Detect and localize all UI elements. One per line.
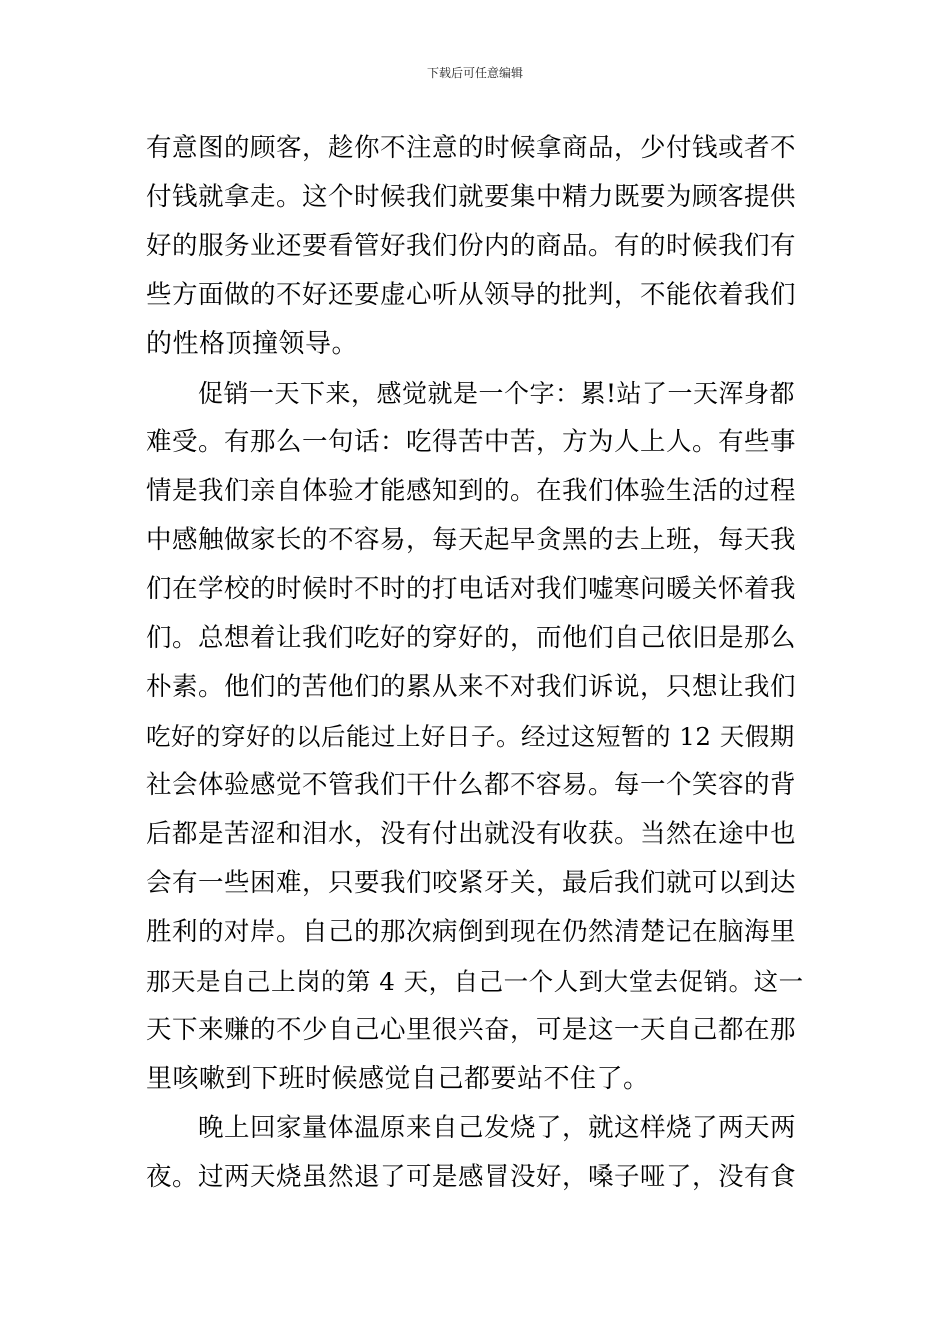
text-line: 些方面做的不好还要虚心听从领导的批判，不能依着我们 xyxy=(146,280,797,310)
text-line: 们。总想着让我们吃好的穿好的，而他们自己依旧是那么 xyxy=(146,623,797,653)
page-header-note: 下载后可任意编辑 xyxy=(426,66,523,80)
text-line: 好的服务业还要看管好我们份内的商品。有的时候我们有 xyxy=(146,231,797,261)
text-line: 晚上回家量体温原来自己发烧了，就这样烧了两天两 xyxy=(198,1113,797,1143)
text-line: 社会体验感觉不管我们干什么都不容易。每一个笑容的背 xyxy=(146,770,797,800)
text-line: 们在学校的时候时不时的打电话对我们嘘寒问暖关怀着我 xyxy=(146,574,797,604)
text-line: 胜利的对岸。自己的那次病倒到现在仍然清楚记在脑海里 xyxy=(146,917,797,947)
text-line: 付钱就拿走。这个时候我们就要集中精力既要为顾客提供 xyxy=(146,182,797,212)
text-line: 的性格顶撞领导。 xyxy=(146,329,359,359)
text-line: 情是我们亲自体验才能感知到的。在我们体验生活的过程 xyxy=(146,476,797,506)
text-line: 里咳嗽到下班时候感觉自己都要站不住了。 xyxy=(146,1064,650,1094)
text-line: 那天是自己上岗的第 4 天，自己一个人到大堂去促销。这一 xyxy=(146,967,804,996)
text-line: 难受。有那么一句话：吃得苦中苦，方为人上人。有些事 xyxy=(146,427,797,457)
document-body xyxy=(146,124,806,1202)
text-line: 夜。过两天烧虽然退了可是感冒没好，嗓子哑了，没有食 xyxy=(146,1162,797,1192)
text-line: 中感触做家长的不容易，每天起早贪黑的去上班，每天我 xyxy=(146,525,797,555)
text-line: 朴素。他们的苦他们的累从来不对我们诉说，只想让我们 xyxy=(146,672,797,702)
text-line: 后都是苦涩和泪水，没有付出就没有收获。当然在途中也 xyxy=(146,819,797,849)
text-line: 有意图的顾客，趁你不注意的时候拿商品，少付钱或者不 xyxy=(146,133,797,163)
text-line: 促销一天下来，感觉就是一个字：累!站了一天浑身都 xyxy=(198,379,796,408)
text-line: 天下来赚的不少自己心里很兴奋，可是这一天自己都在那 xyxy=(146,1015,797,1045)
text-line: 会有一些困难，只要我们咬紧牙关，最后我们就可以到达 xyxy=(146,868,797,898)
text-line: 吃好的穿好的以后能过上好日子。经过这短暂的 12 天假期 xyxy=(146,722,795,751)
